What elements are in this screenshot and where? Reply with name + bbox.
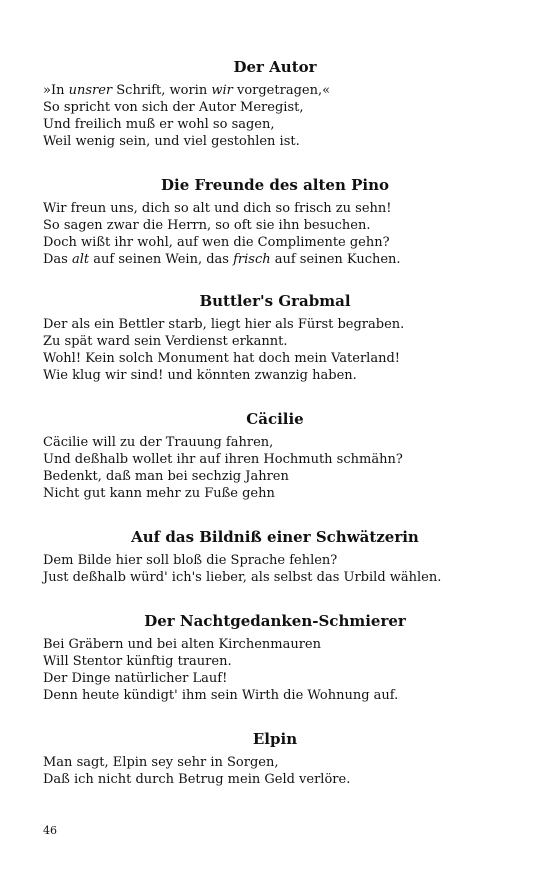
poem-title: Auf das Bildniß einer Schwätzerin	[131, 528, 419, 546]
poem-line	[43, 771, 530, 788]
italic-text: wir	[211, 83, 233, 98]
poem-line	[43, 217, 530, 234]
text-segment: »In	[43, 83, 69, 98]
text-segment: auf seinen Kuchen.	[270, 252, 401, 267]
poem-lines	[0, 82, 550, 150]
poem-line	[43, 82, 530, 99]
text-segment: Und freilich muß er wohl so sagen,	[43, 117, 275, 132]
poem-line	[43, 116, 530, 133]
poem-lines	[0, 316, 550, 384]
text-segment: Der als ein Bettler starb, liegt hier als Fürst begraben.	[43, 317, 405, 332]
text-segment: Man sagt, Elpin sey sehr in Sorgen,	[43, 755, 279, 770]
poem-lines	[0, 754, 550, 788]
poem	[0, 58, 550, 150]
poem	[0, 612, 550, 704]
italic-text: alt	[71, 252, 90, 267]
poem-line	[43, 367, 530, 384]
text-segment: Just deßhalb würd' ich's lieber, als selbst das Urbild wählen.	[43, 570, 442, 585]
text-segment: Das	[43, 252, 72, 267]
poem-line	[43, 653, 530, 670]
poem-line	[43, 333, 530, 350]
poem-line	[43, 754, 530, 771]
poem-line	[43, 636, 530, 653]
poem-line	[43, 569, 530, 586]
text-segment: So spricht von sich der Autor Meregist,	[43, 100, 304, 115]
italic-text: unsrer	[68, 83, 113, 98]
text-segment: So sagen zwar die Herrn, so oft sie ihn besuchen.	[43, 218, 371, 233]
italic-text: frisch	[233, 252, 271, 267]
poem	[0, 410, 550, 502]
page-number: 46	[43, 824, 57, 837]
text-segment: Der Dinge natürlicher Lauf!	[43, 671, 228, 686]
text-segment: Zu spät ward sein Verdienst erkannt.	[43, 334, 288, 349]
text-segment: Und deßhalb wollet ihr auf ihren Hochmuth schmähn?	[43, 452, 403, 467]
poem-line	[43, 670, 530, 687]
poem-title: Buttler's Grabmal	[199, 292, 351, 310]
text-segment: Wie klug wir sind! und könnten zwanzig haben.	[43, 368, 357, 383]
poem-lines	[0, 636, 550, 704]
text-segment: vorgetragen,«	[232, 83, 331, 98]
poem-line	[43, 434, 530, 451]
text-segment: Bei Gräbern und bei alten Kirchenmauren	[43, 637, 321, 652]
poem-line	[43, 200, 530, 217]
text-segment: Wohl! Kein solch Monument hat doch mein Vaterland!	[43, 351, 400, 366]
text-segment: Daß ich nicht durch Betrug mein Geld verlöre.	[43, 772, 351, 787]
text-segment: Cäcilie will zu der Trauung fahren,	[43, 435, 274, 450]
poem-line	[43, 133, 530, 150]
poem-line	[43, 316, 530, 333]
text-segment: Nicht gut kann mehr zu Fuße gehn	[43, 486, 275, 501]
poem-lines	[0, 552, 550, 586]
text-segment: Schrift, worin	[112, 83, 212, 98]
text-segment: Bedenkt, daß man bei sechzig Jahren	[43, 469, 289, 484]
poem-title: Der Nachtgedanken-Schmierer	[144, 612, 406, 630]
poem-lines	[0, 434, 550, 502]
text-segment: Denn heute kündigt' ihm sein Wirth die Wohnung auf.	[43, 688, 399, 703]
poem-title: Cäcilie	[246, 410, 304, 428]
poem	[0, 176, 550, 268]
text-segment: Weil wenig sein, und viel gestohlen ist.	[43, 134, 300, 149]
poem-line	[43, 350, 530, 367]
poem-line	[43, 251, 530, 268]
poem-line	[43, 234, 530, 251]
poem-line	[43, 468, 530, 485]
poem-line	[43, 552, 530, 569]
poem	[0, 292, 550, 384]
text-segment: Doch wißt ihr wohl, auf wen die Complimente gehn?	[43, 235, 390, 250]
poem-line	[43, 451, 530, 468]
poem-title: Elpin	[252, 730, 298, 748]
poem-title: Der Autor	[233, 58, 317, 76]
poem-line	[43, 99, 530, 116]
poem-lines	[0, 200, 550, 268]
poem-title: Die Freunde des alten Pino	[161, 176, 389, 194]
text-segment: Wir freun uns, dich so alt und dich so frisch zu sehn!	[43, 201, 392, 216]
text-segment: Dem Bilde hier soll bloß die Sprache fehlen?	[43, 553, 338, 568]
poem	[0, 730, 550, 788]
text-segment: auf seinen Wein, das	[89, 252, 234, 267]
poem-line	[43, 485, 530, 502]
poem	[0, 528, 550, 586]
text-segment: Will Stentor künftig trauren.	[43, 654, 232, 669]
poem-line	[43, 687, 530, 704]
